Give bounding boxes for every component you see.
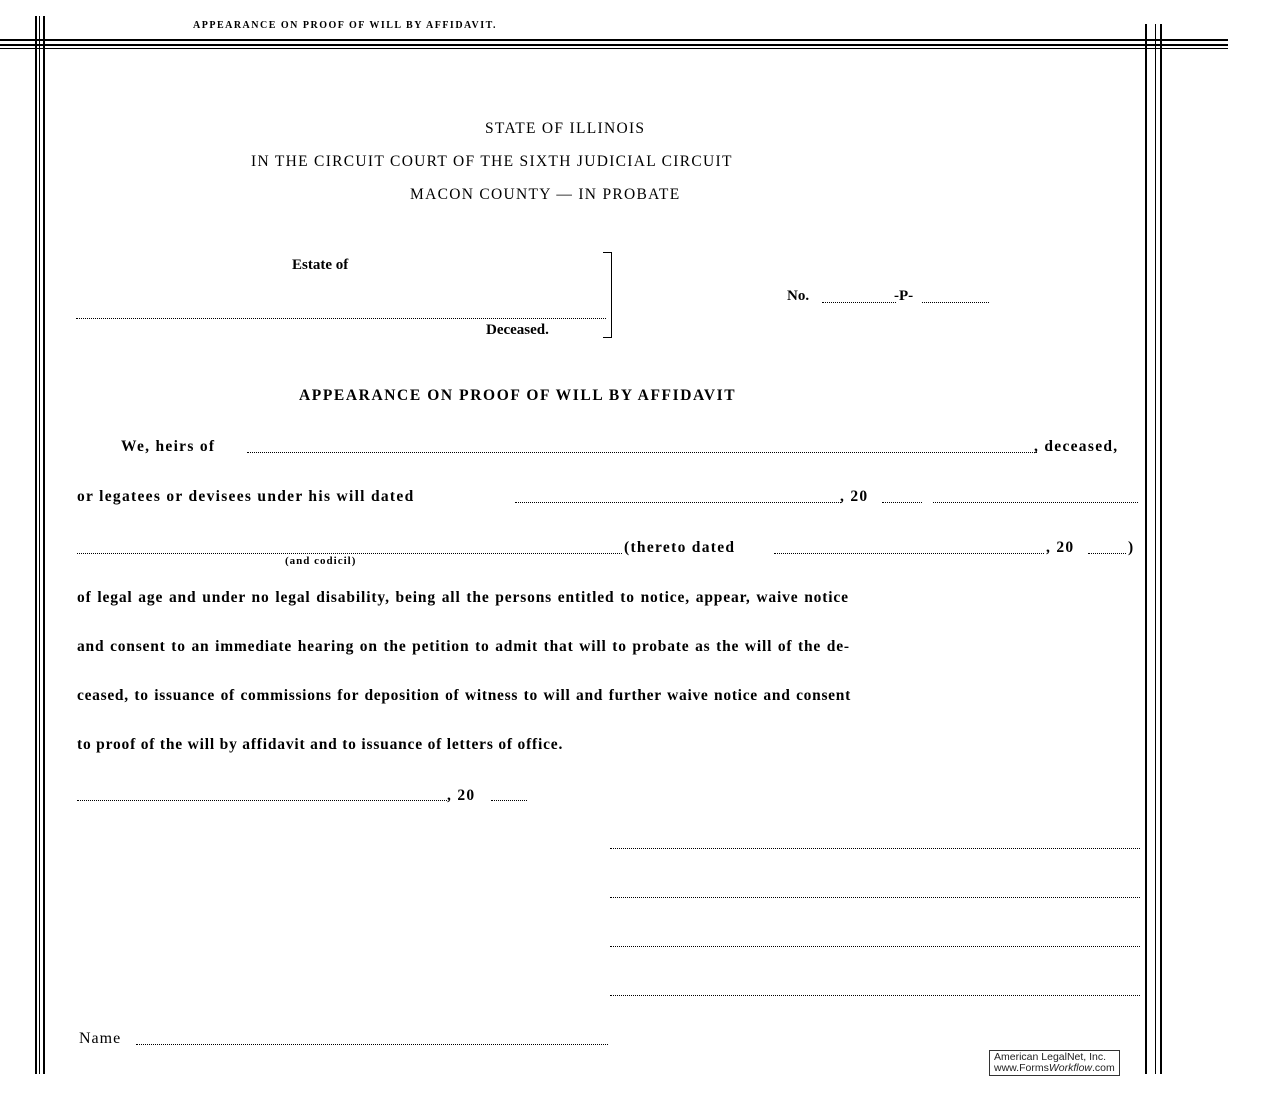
case-p-field[interactable] — [922, 302, 989, 303]
name-label: Name — [79, 1030, 122, 1047]
signing-year-label: , 20 — [447, 787, 476, 804]
codicil-year-label: , 20 — [1046, 539, 1075, 556]
will-extra-field[interactable] — [933, 502, 1138, 503]
court-line-3: MACON COUNTY — IN PROBATE — [410, 186, 681, 203]
top-rule — [0, 48, 1228, 49]
right-border — [1145, 24, 1147, 1074]
thereto-dated-label: (thereto dated — [624, 539, 736, 556]
will-date-field[interactable] — [515, 502, 841, 503]
running-header: APPEARANCE ON PROOF OF WILL BY AFFIDAVIT. — [193, 20, 498, 31]
american-legalnet-logo — [989, 1050, 1120, 1076]
logo-url-a: www.Forms — [994, 1062, 1049, 1074]
signature-line-2[interactable] — [610, 897, 1140, 898]
deceased-text: , deceased, — [1034, 438, 1119, 455]
logo-url-b: Workflow — [1048, 1062, 1093, 1074]
signing-year-field[interactable] — [491, 800, 527, 801]
top-rule — [0, 39, 1228, 41]
close-paren: ) — [1128, 539, 1135, 556]
will-year-field[interactable] — [882, 502, 922, 503]
codicil-date-field[interactable] — [774, 553, 1044, 554]
body-line-7: to proof of the will by affidavit and to issuance of letters of office. — [77, 736, 564, 753]
signing-date-field[interactable] — [77, 800, 447, 801]
heirs-of-field[interactable] — [247, 452, 1037, 453]
body-line-6: ceased, to issuance of commissions for deposition of witness to will and further waive notice and consent — [77, 687, 851, 704]
right-border — [1160, 24, 1162, 1074]
document-title: APPEARANCE ON PROOF OF WILL BY AFFIDAVIT — [299, 387, 737, 404]
right-border — [1155, 24, 1156, 1074]
left-border — [39, 16, 40, 1074]
p-label: -P- — [894, 288, 914, 304]
name-field[interactable] — [136, 1044, 608, 1045]
decedent-name-field[interactable] — [76, 318, 606, 319]
deceased-label: Deceased. — [486, 322, 549, 338]
legatees-text: or legatees or devisees under his will dated — [77, 488, 415, 505]
body-line-5: and consent to an immediate hearing on the petition to admit that will to probate as the will of the de- — [77, 638, 850, 655]
codicil-field[interactable] — [77, 553, 622, 554]
case-no-label: No. — [787, 288, 810, 304]
left-border — [35, 16, 37, 1074]
logo-line-2 — [994, 1063, 1115, 1074]
left-border — [43, 16, 45, 1074]
year-20-label: , 20 — [840, 488, 869, 505]
signature-line-1[interactable] — [610, 848, 1140, 849]
signature-line-4[interactable] — [610, 995, 1140, 996]
signature-line-3[interactable] — [610, 946, 1140, 947]
caption-brace — [603, 252, 612, 338]
logo-url-c: .com — [1092, 1062, 1115, 1074]
codicil-year-field[interactable] — [1088, 553, 1126, 554]
body-line-4: of legal age and under no legal disability, being all the persons entitled to notice, appear, waive notice — [77, 589, 849, 606]
estate-of-label: Estate of — [292, 257, 349, 273]
court-line-1: STATE OF ILLINOIS — [485, 120, 646, 137]
case-no-field[interactable] — [822, 302, 896, 303]
court-line-2: IN THE CIRCUIT COURT OF THE SIXTH JUDICIAL CIRCUIT — [251, 153, 733, 170]
top-rule — [0, 44, 1228, 46]
and-codicil-label: (and codicil) — [285, 555, 357, 567]
we-heirs-label: We, heirs of — [121, 438, 216, 455]
logo-line-1: American LegalNet, Inc. — [994, 1051, 1107, 1063]
